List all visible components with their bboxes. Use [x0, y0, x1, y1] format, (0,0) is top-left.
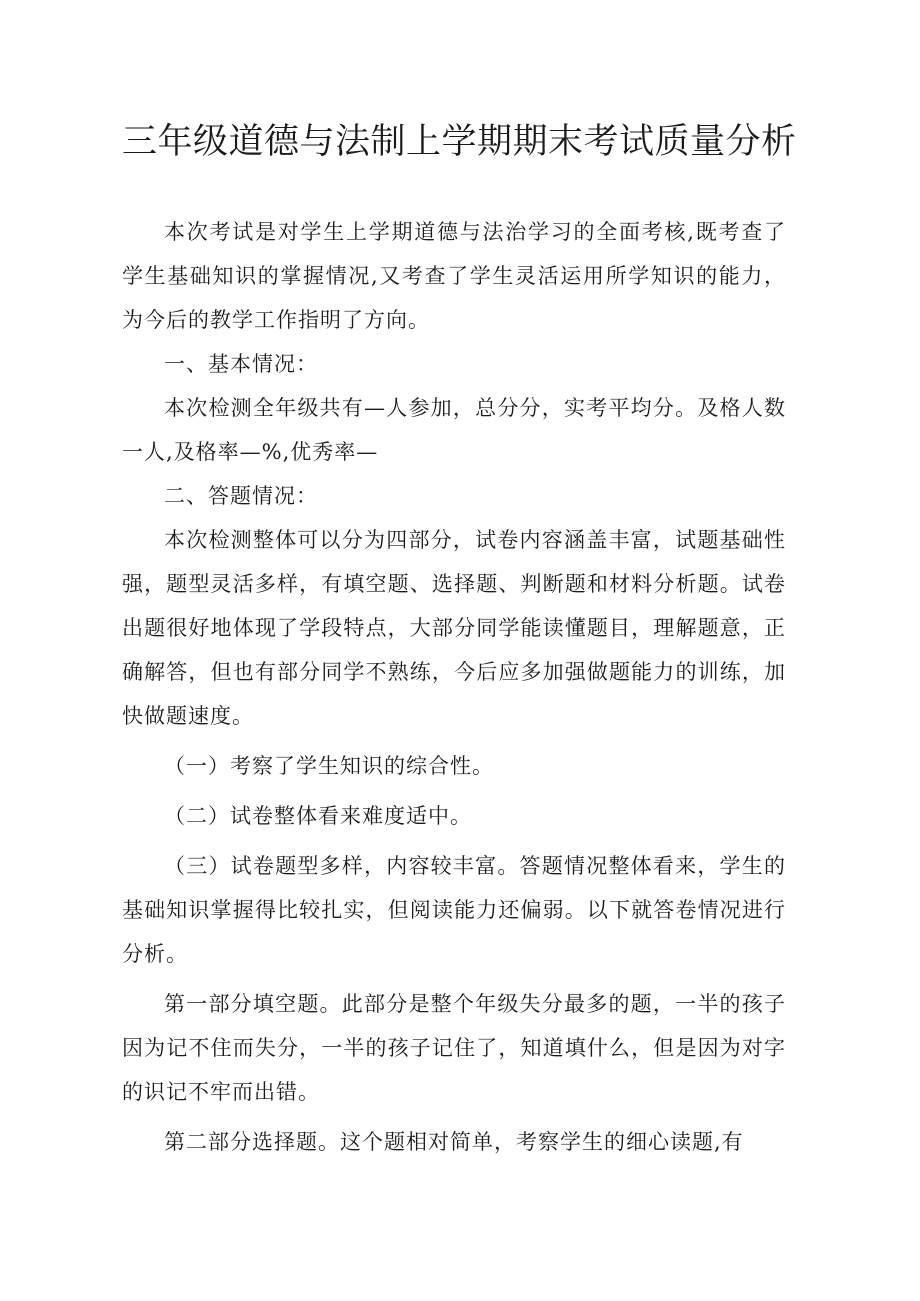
document-title: 三年级道德与法制上学期期末考试质量分析: [122, 122, 797, 162]
list-item-2: （二）试卷整体看来难度适中。: [164, 804, 472, 828]
document-body: [122, 210, 786, 1164]
paragraph-part-two: 第二部分选择题。这个题相对简单，考察学生的细心读题,有: [164, 1130, 744, 1154]
list-item-1: （一）考察了学生知识的综合性。: [164, 754, 494, 778]
paragraph-answers-overview: 本次检测整体可以分为四部分，试卷内容涵盖丰富，试题基础性强，题型灵活多样，有填空题、选择题、判断题和材料分析题。试卷出题很好地体现了学段特点，大部分同学能读懂题目，理解题意，正确解答，但也有部分同学不熟练，今后应多加强做题能力的训练，加快做题速度。: [122, 528, 786, 728]
list-item-3: （三）试卷题型多样，内容较丰富。答题情况整体看来，学生的基础知识掌握得比较扎实，但阅读能力还偏弱。以下就答卷情况进行分析。: [122, 854, 786, 966]
paragraph-basic-stats: 本次检测全年级共有—人参加，总分分，实考平均分。及格人数一人,及格率—%,优秀率—: [122, 396, 786, 464]
section-heading-basic: 一、基本情况：: [164, 352, 318, 376]
section-heading-answers: 二、答题情况：: [164, 484, 318, 508]
paragraph-intro: 本次考试是对学生上学期道德与法治学习的全面考核,既考查了学生基础知识的掌握情况,又考查了学生灵活运用所学知识的能力，为今后的教学工作指明了方向。: [122, 220, 786, 332]
paragraph-part-one: 第一部分填空题。此部分是整个年级失分最多的题，一半的孩子因为记不住而失分，一半的孩子记住了，知道填什么，但是因为对字的识记不牢而出错。: [122, 992, 786, 1104]
